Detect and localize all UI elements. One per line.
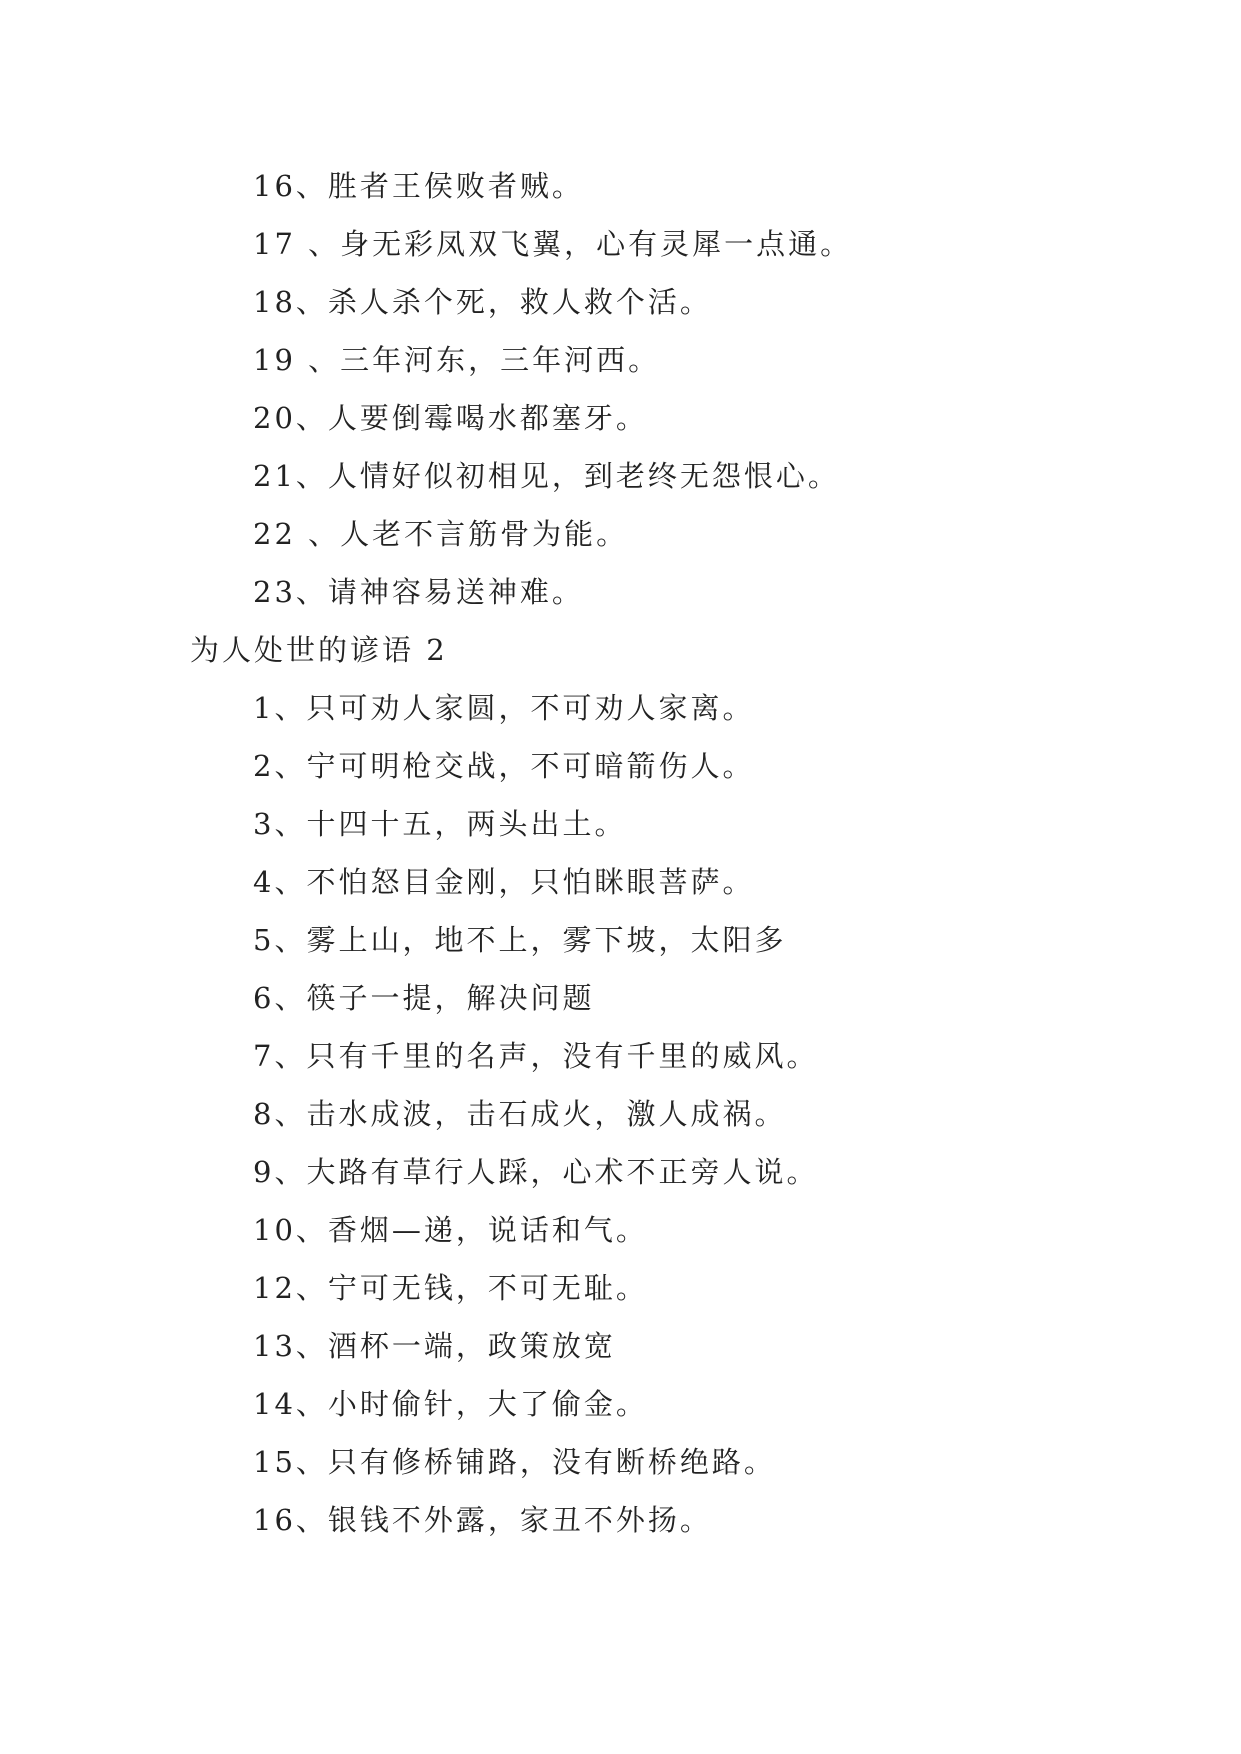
list-item: 20、人要倒霉喝水都塞牙。	[253, 401, 648, 435]
list-item: 12、宁可无钱，不可无耻。	[253, 1271, 648, 1305]
list-item: 15、只有修桥铺路，没有断桥绝路。	[253, 1445, 776, 1479]
list-item: 16、银钱不外露，家丑不外扬。	[253, 1503, 712, 1537]
list-item: 3、十四十五，两头出土。	[253, 807, 627, 841]
list-item: 6、筷子一提，解决问题	[253, 981, 595, 1015]
list-item: 8、击水成波，击石成火，激人成祸。	[253, 1097, 787, 1131]
section-heading: 为人处世的谚语 2	[190, 633, 448, 667]
list-item: 18、杀人杀个死，救人救个活。	[253, 285, 712, 319]
list-item: 22 、人老不言筋骨为能。	[253, 517, 629, 551]
list-item: 17 、身无彩凤双飞翼，心有灵犀一点通。	[253, 227, 853, 261]
list-item: 4、不怕怒目金刚，只怕眯眼菩萨。	[253, 865, 755, 899]
list-item: 19 、三年河东，三年河西。	[253, 343, 661, 377]
list-item: 23、请神容易送神难。	[253, 575, 584, 609]
list-item: 14、小时偷针，大了偷金。	[253, 1387, 648, 1421]
list-item: 13、酒杯一端，政策放宽	[253, 1329, 616, 1363]
list-item: 1、只可劝人家圆，不可劝人家离。	[253, 691, 755, 725]
list-item: 5、雾上山，地不上，雾下坡，太阳多	[253, 923, 787, 957]
list-item: 2、宁可明枪交战，不可暗箭伤人。	[253, 749, 755, 783]
list-item: 21、人情好似初相见，到老终无怨恨心。	[253, 459, 840, 493]
list-item: 9、大路有草行人踩，心术不正旁人说。	[253, 1155, 819, 1189]
list-item: 16、胜者王侯败者贼。	[253, 169, 584, 203]
list-item: 10、香烟—递，说话和气。	[253, 1213, 648, 1247]
list-item: 7、只有千里的名声，没有千里的威风。	[253, 1039, 819, 1073]
